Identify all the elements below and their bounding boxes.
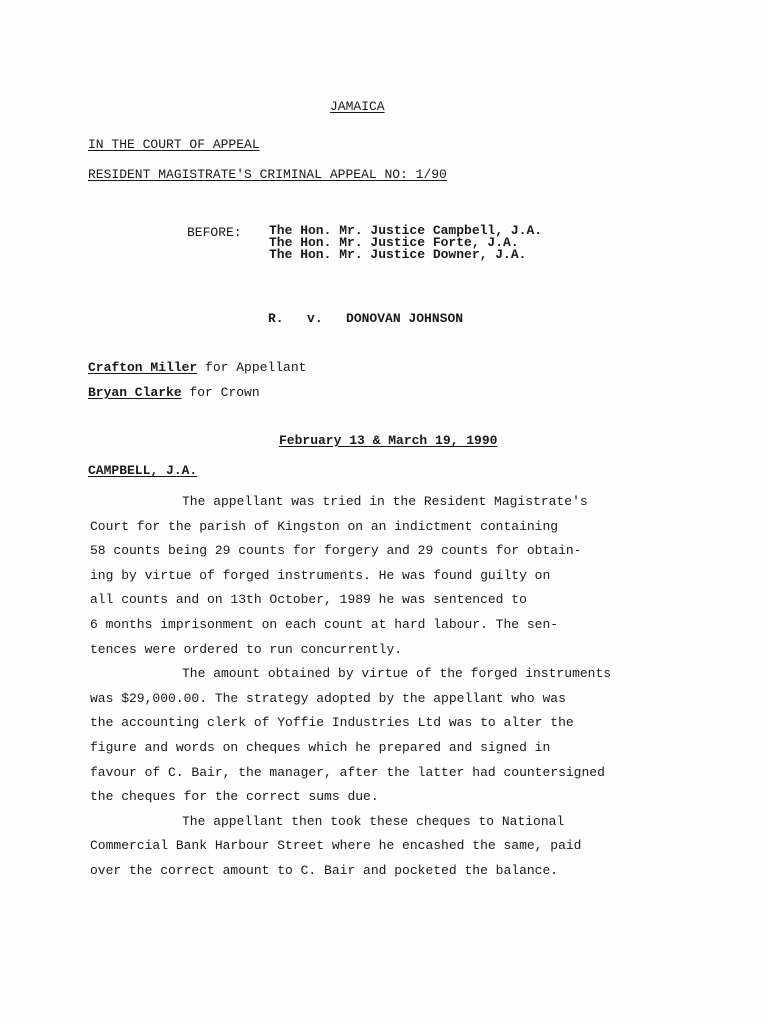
text-line: 6 months imprisonment on each count at hard labour. The sen- <box>90 616 559 632</box>
text-line: ing by virtue of forged instruments. He was found guilty on <box>90 567 551 583</box>
counsel-role: for Crown <box>189 385 260 400</box>
case-v: v. <box>307 311 323 326</box>
before-label: BEFORE: <box>187 225 242 240</box>
text-line: the accounting clerk of Yoffie Industries Ltd was to alter the <box>90 715 574 731</box>
judgment-author: CAMPBELL, J.A. <box>88 463 198 478</box>
text-line: over the correct amount to C. Bair and pocketed the balance. <box>90 862 559 878</box>
text-line: The appellant then took these cheques to National <box>182 813 565 829</box>
text-line: tences were ordered to run concurrently. <box>90 641 403 657</box>
judgment-body <box>90 490 700 884</box>
text-line: figure and words on cheques which he prepared and signed in <box>90 739 551 755</box>
case-r: R. <box>268 311 284 326</box>
text-line: The appellant was tried in the Resident Magistrate's <box>182 494 588 509</box>
counsel-name: Bryan Clarke <box>88 385 182 400</box>
paragraph <box>90 810 700 884</box>
text-line: The amount obtained by virtue of the forged instruments <box>182 666 612 682</box>
appeal-number: RESIDENT MAGISTRATE'S CRIMINAL APPEAL NO: 1/90 <box>88 167 447 182</box>
counsel-name: Crafton Miller <box>88 360 198 375</box>
judge-name: The Hon. Mr. Justice Downer, J.A. <box>269 247 527 262</box>
text-line: the cheques for the correct sums due. <box>90 789 379 805</box>
court-heading: IN THE COURT OF APPEAL <box>88 137 260 152</box>
judge-name: The Hon. Mr. Justice Forte, J.A. <box>269 235 519 250</box>
text-line: Commercial Bank Harbour Street where he encashed the same, paid <box>90 838 582 854</box>
judges-list <box>269 225 542 261</box>
counsel-crown <box>88 385 260 400</box>
case-title <box>268 311 463 326</box>
case-defendant: DONOVAN JOHNSON <box>346 311 464 326</box>
text-line: 58 counts being 29 counts for forgery and 29 counts for obtain- <box>90 543 582 559</box>
paragraph <box>90 490 700 662</box>
text-line: favour of C. Bair, the manager, after the latter had countersigned <box>90 764 605 780</box>
judge-name: The Hon. Mr. Justice Campbell, J.A. <box>269 223 543 238</box>
paragraph <box>90 662 700 810</box>
text-line: Court for the parish of Kingston on an indictment containing <box>90 518 559 534</box>
country-heading: JAMAICA <box>330 99 385 114</box>
text-line: all counts and on 13th October, 1989 he was sentenced to <box>90 592 527 608</box>
counsel-appellant <box>88 360 306 375</box>
counsel-role: for Appellant <box>205 360 307 375</box>
text-line: was $29,000.00. The strategy adopted by the appellant who was <box>90 690 566 706</box>
hearing-dates: February 13 & March 19, 1990 <box>279 433 498 448</box>
